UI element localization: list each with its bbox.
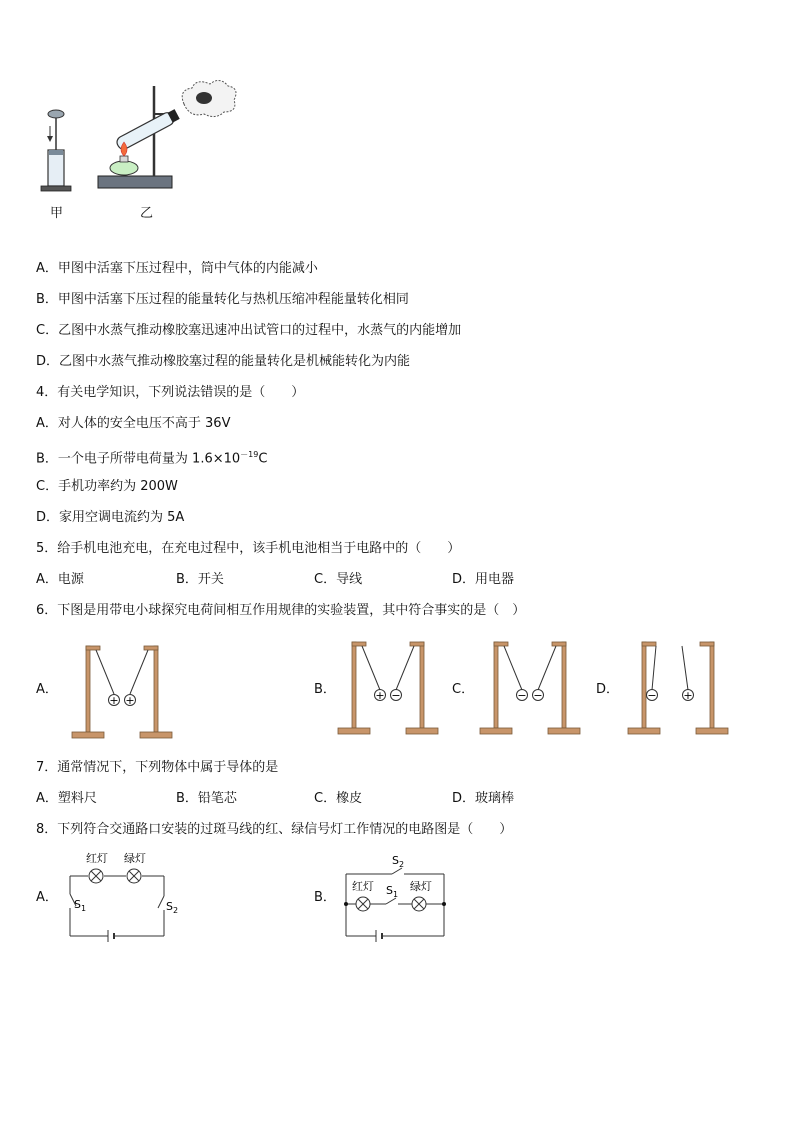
q6-option-d[interactable]: D． xyxy=(596,682,620,697)
switch-s2-label: S xyxy=(166,900,173,913)
svg-text:S2 xyxy=(392,854,404,869)
q3-figure xyxy=(36,80,266,200)
q4-option-b[interactable] xyxy=(36,447,267,467)
q7-option-a[interactable]: A．塑料尺 xyxy=(36,791,97,806)
piston-cylinder-figure xyxy=(41,110,71,191)
q7-option-c[interactable]: C．橡皮 xyxy=(314,791,363,806)
q4-option-c[interactable]: C．手机功率约为 200W xyxy=(36,479,178,494)
q4-option-b-suffix: C xyxy=(258,451,268,467)
red-lamp-label: 红灯 xyxy=(352,880,374,893)
q4-option-a[interactable]: A．对人体的安全电压不高于 36V xyxy=(36,416,231,431)
q7-stem: 7．通常情况下，下列物体中属于导体的是 xyxy=(36,760,279,775)
q5-option-b[interactable]: B．开关 xyxy=(176,572,224,587)
q6-figure-a xyxy=(70,644,174,740)
q5-stem: 5．给手机电池充电，在充电过程中，该手机电池相当于电路中的（ ） xyxy=(36,541,461,556)
charge-sign: + xyxy=(375,689,385,702)
q5-option-c[interactable]: C．导线 xyxy=(314,572,363,587)
q4-stem: 4．有关电学知识，下列说法错误的是（ ） xyxy=(36,385,305,400)
switch-s2-label: S xyxy=(392,854,399,867)
charge-sign: − xyxy=(517,689,527,702)
q4-option-b-exponent: －19 xyxy=(240,450,259,459)
svg-text:S2 xyxy=(166,900,178,915)
figure-label-yi: 乙 xyxy=(140,206,154,221)
q6-figure-b xyxy=(336,640,440,736)
q8-circuit-a xyxy=(64,850,179,942)
charge-sign: + xyxy=(109,694,119,707)
svg-text:S1 xyxy=(74,898,86,913)
charge-sign: − xyxy=(647,689,657,702)
figure-label-jia: 甲 xyxy=(50,206,64,221)
switch-s2-subscript: 2 xyxy=(398,860,405,869)
q5-option-d[interactable]: D．用电器 xyxy=(452,572,515,587)
q7-option-d[interactable]: D．玻璃棒 xyxy=(452,791,515,806)
q8-circuit-b xyxy=(344,852,454,942)
q8-option-a[interactable]: A． xyxy=(36,890,58,905)
q3-option-d[interactable]: D．乙图中水蒸气推动橡胶塞过程的能量转化是机械能转化为内能 xyxy=(36,354,411,369)
charge-sign: − xyxy=(533,689,543,702)
q6-stem: 6．下图是用带电小球探究电荷间相互作用规律的实验装置，其中符合事实的是（ ） xyxy=(36,603,526,618)
q6-option-c[interactable]: C． xyxy=(452,682,475,697)
q4-option-d[interactable]: D．家用空调电流约为 5A xyxy=(36,510,185,525)
charge-sign: + xyxy=(125,694,135,707)
switch-s2-subscript: 2 xyxy=(172,906,179,915)
red-lamp-label: 红灯 xyxy=(86,852,108,865)
charge-sign: − xyxy=(391,689,401,702)
q3-option-c[interactable]: C．乙图中水蒸气推动橡胶塞迅速冲出试管口的过程中，水蒸气的内能增加 xyxy=(36,323,462,338)
q8-stem: 8．下列符合交通路口安装的过斑马线的红、绿信号灯工作情况的电路图是（ ） xyxy=(36,822,513,837)
green-lamp-label: 绿灯 xyxy=(124,852,146,865)
q3-option-a[interactable]: A．甲图中活塞下压过程中，筒中气体的内能减小 xyxy=(36,261,318,276)
switch-s1-label: S xyxy=(74,898,81,911)
q7-option-b[interactable]: B．铅笔芯 xyxy=(176,791,237,806)
q8-option-b[interactable]: B． xyxy=(314,890,336,905)
q6-option-a[interactable]: A． xyxy=(36,682,58,697)
svg-text:S1 xyxy=(386,884,398,899)
switch-s1-subscript: 1 xyxy=(80,904,87,913)
q3-option-b[interactable]: B．甲图中活塞下压过程的能量转化与热机压缩冲程能量转化相同 xyxy=(36,292,409,307)
q6-figure-d xyxy=(626,640,730,736)
green-lamp-label: 绿灯 xyxy=(410,880,432,893)
q4-option-b-prefix: B．一个电子所带电荷量为 1.6×10 xyxy=(36,451,241,467)
q6-figure-c xyxy=(478,640,582,736)
switch-s1-label: S xyxy=(386,884,393,897)
q5-option-a[interactable]: A．电源 xyxy=(36,572,84,587)
test-tube-stand-figure xyxy=(98,80,236,188)
charge-sign: + xyxy=(683,689,693,702)
q6-option-b[interactable]: B． xyxy=(314,682,336,697)
switch-s1-subscript: 1 xyxy=(392,890,399,899)
